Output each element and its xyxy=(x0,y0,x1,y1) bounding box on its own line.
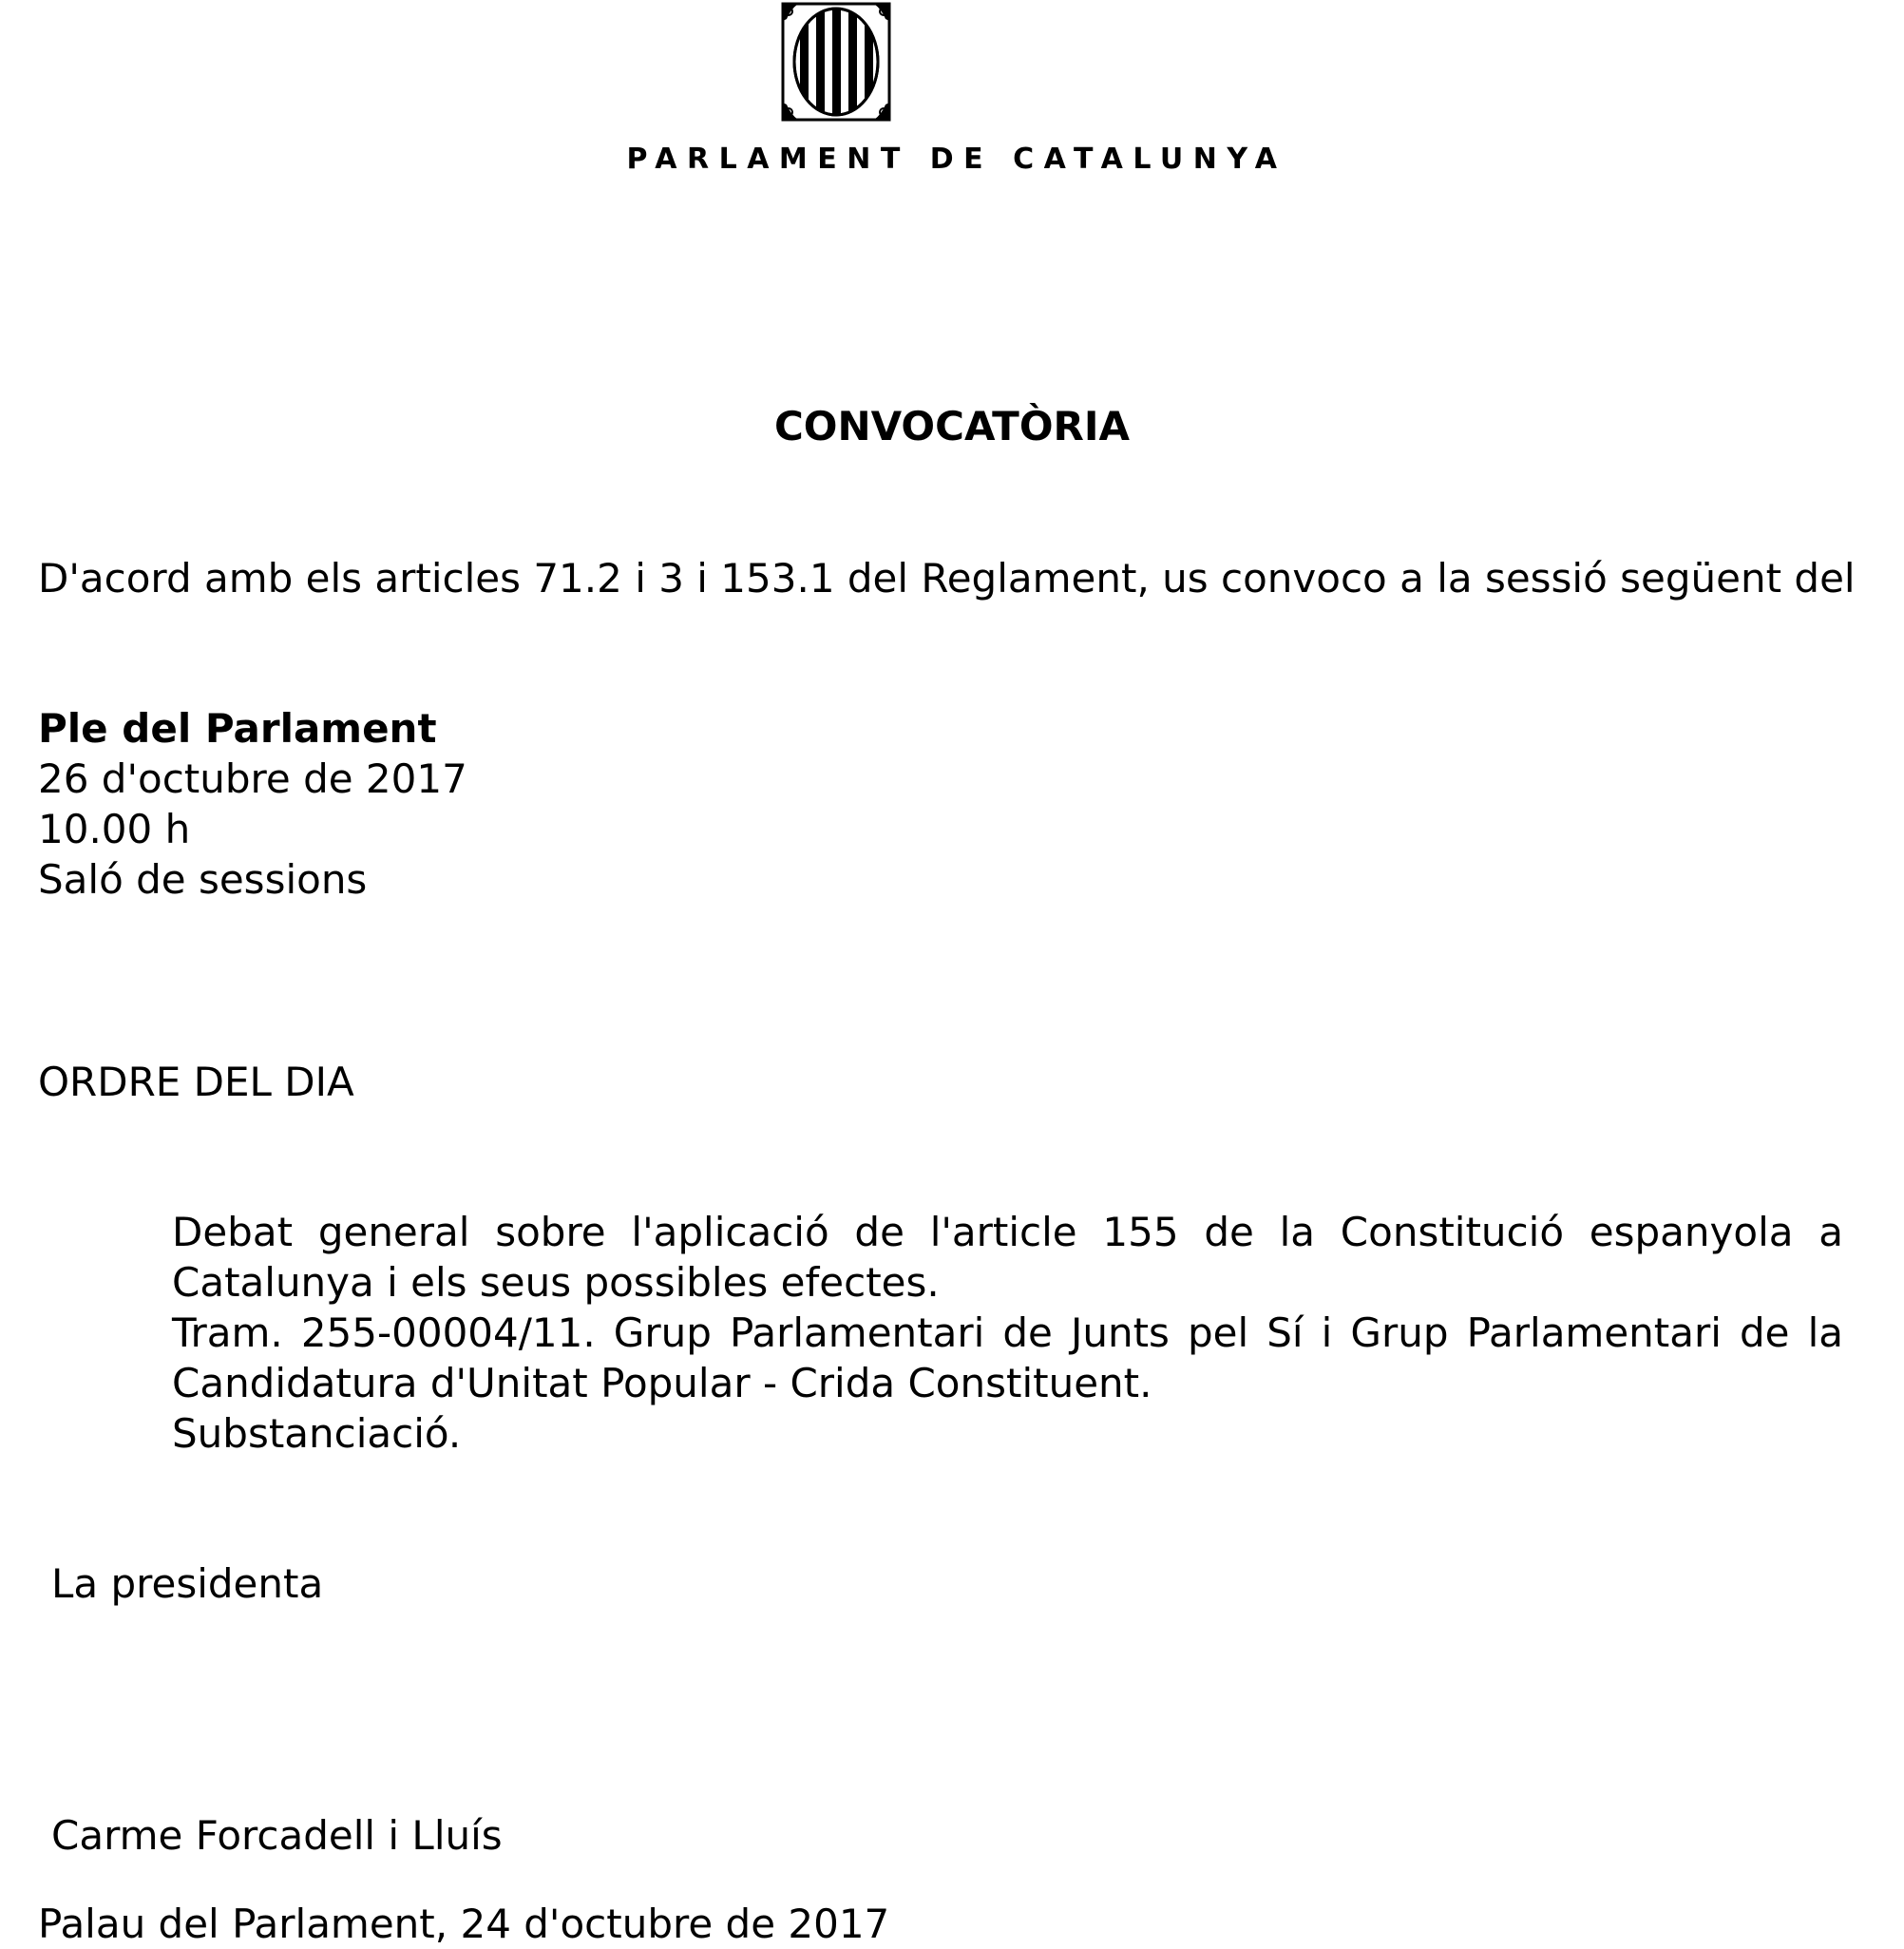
agenda-item xyxy=(172,1207,1843,1459)
agenda-item-stage: Substanciació. xyxy=(172,1410,462,1457)
intro-paragraph: D'acord amb els articles 71.2 i 3 i 153.1 del Reglament, us convoco a la sessió següent del xyxy=(38,555,1856,602)
agenda-item-description: Debat general sobre l'aplicació de l'article 155 de la Constitució espanyola a Catalunya i els seus possibles efectes. xyxy=(172,1209,1843,1306)
session-date: 26 d'octubre de 2017 xyxy=(38,755,467,802)
session-time: 10.00 h xyxy=(38,806,191,852)
agenda-item-procedure: Tram. 255-00004/11. Grup Parlamentari de Junts pel Sí i Grup Parlamentari de la Candidatura d'Unitat Popular - Crida Constituent. xyxy=(172,1309,1843,1406)
institution-name: PARLAMENT DE CATALUNYA xyxy=(626,143,1287,176)
session-room: Saló de sessions xyxy=(38,856,368,903)
agenda-heading: ORDRE DEL DIA xyxy=(38,1059,354,1105)
session-body: Ple del Parlament xyxy=(38,705,437,752)
place-and-date: Palau del Parlament, 24 d'octubre de 2017 xyxy=(38,1901,890,1947)
signature-name: Carme Forcadell i Lluís xyxy=(51,1812,503,1859)
generalitat-catalonia-coat-of-arms-icon xyxy=(777,0,895,124)
signature-role: La presidenta xyxy=(51,1560,324,1607)
session-details xyxy=(38,703,467,905)
document-title: CONVOCATÒRIA xyxy=(773,403,1131,449)
